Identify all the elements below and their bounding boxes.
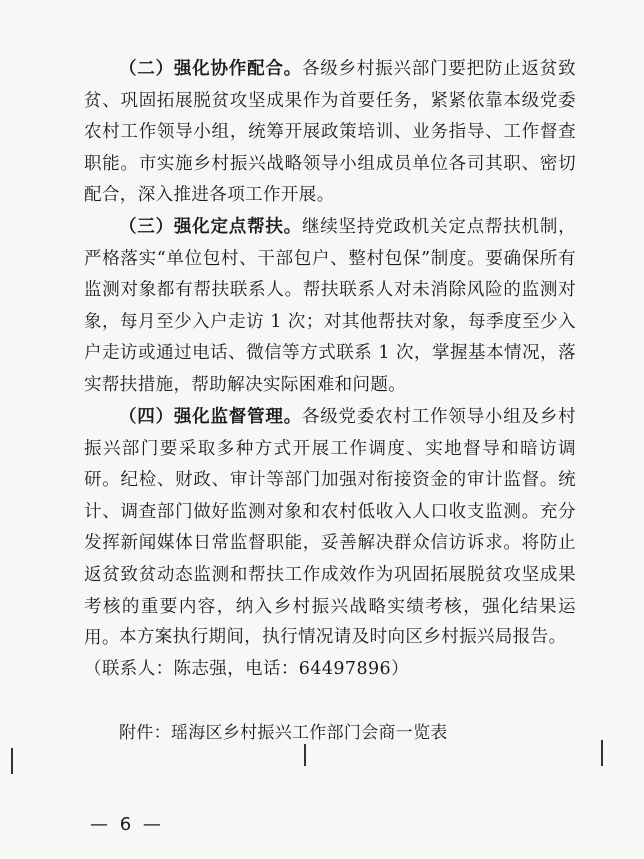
paragraph-targeted-assistance (84, 212, 576, 402)
contact-line: （联系人：陈志强，电话：64497896） (84, 659, 409, 679)
section-heading: （四）强化监督管理。 (119, 407, 302, 427)
binding-mark-left (11, 748, 13, 774)
paragraph-supervision (84, 402, 576, 655)
section-heading: （三）强化定点帮扶。 (119, 217, 302, 237)
section-body: 各级党委农村工作领导小组及乡村振兴部门要采取多种方式开展工作调度、实地督导和暗访调研。纪检、财政、审计等部门加强对衔接资金的审计监督。统计、调查部门做好监测对象和农村低收入人口收支监测。充分发挥新闻媒体日常监督职能，妥善解决群众信访诉求。将防止返贫致贫动态监测和帮扶工作成效作为巩固拓展脱贫攻坚成果考核的重要内容，纳入乡村振兴战略实绩考核，强化结果运用。 (84, 407, 577, 649)
section-body: 继续坚持党政机关定点帮扶机制，严格落实“单位包村、干部包户、整村包保”制度。要确保所有监测对象都有帮扶联系人。帮扶联系人对未消除风险的监测对象，每月至少入户走访 1 次；对其他帮扶对象，每季度至少入户走访或通过电话、微信等方式联系 1 次，掌握基本情况，落实帮扶措施，帮助解决实际困难和问题。 (84, 217, 577, 395)
binding-mark-right (601, 740, 603, 766)
paragraph-collaboration (84, 54, 576, 212)
section-heading: （二）强化协作配合。 (119, 59, 302, 79)
attachment-line: 附件：瑶海区乡村振兴工作部门会商一览表 (119, 723, 448, 743)
paragraph-closing: 本方案执行期间，执行情况请及时向区乡村振兴局报告。 (119, 627, 567, 647)
page-number: — 6 — (90, 814, 164, 835)
section-body: 各级乡村振兴部门要把防止返贫致贫、巩固拓展脱贫攻坚成果作为首要任务，紧紧依靠本级党委农村工作领导小组，统筹开展政策培训、业务指导、工作督查职能。市实施乡村振兴战略领导小组成员单位各司其职、密切配合，深入推进各项工作开展。 (84, 59, 577, 206)
binding-mark-center (304, 744, 306, 766)
